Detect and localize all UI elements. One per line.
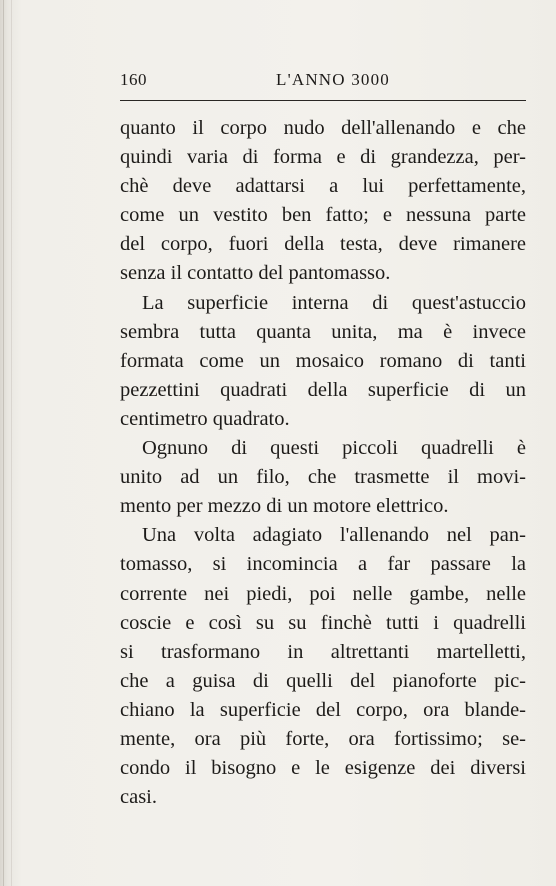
text-line: si trasformano in altrettanti martelletti, [120, 640, 526, 663]
text-line: condo il bisogno e le esigenze dei diversi [120, 757, 526, 780]
paragraph [120, 434, 526, 521]
text-line: quanto il corpo nudo dell'allenando e che [120, 117, 526, 139]
text-line: unito ad un filo, che trasmette il movi- [120, 466, 526, 489]
text-line: casi. [120, 786, 157, 809]
page-gutter-edge [3, 0, 4, 886]
text-line: mento per mezzo di un motore elettrico. [120, 495, 449, 518]
text-line: centimetro quadrato. [120, 407, 290, 430]
text-line: corrente nei piedi, poi nelle gambe, nelle [120, 582, 526, 605]
text-line: del corpo, fuori della testa, deve rimanere [120, 233, 526, 256]
header-rule [120, 100, 526, 101]
text-line: pezzettini quadrati della superficie di un [120, 378, 526, 401]
running-head: L'ANNO 3000 [276, 70, 391, 89]
page-gutter-edge [11, 0, 12, 886]
paragraph [120, 289, 526, 434]
text-line: mente, ora più forte, ora fortissimo; se- [120, 727, 526, 750]
text-line: La superficie interna di quest'astuccio [142, 291, 526, 314]
body-text [120, 114, 526, 812]
text-line: formata come un mosaico romano di tanti [120, 349, 526, 372]
text-line: coscie e così su su finchè tutti i quadrelli [120, 611, 526, 634]
text-line: chiano la superficie del corpo, ora blande- [120, 698, 526, 721]
text-line: Ognuno di questi piccoli quadrelli è [142, 437, 526, 460]
paragraph [120, 521, 526, 812]
text-line: tomasso, si incomincia a far passare la [120, 553, 526, 576]
text-line: quindi varia di forma e di grandezza, per- [120, 146, 526, 169]
text-line: che a guisa di quelli del pianoforte pic- [120, 669, 526, 692]
text-line: senza il contatto del pantomasso. [120, 262, 391, 285]
text-line: Una volta adagiato l'allenando nel pan- [142, 524, 526, 547]
page-number: 160 [120, 70, 147, 89]
text-line: sembra tutta quanta unita, ma è invece [120, 320, 526, 343]
text-line: chè deve adattarsi a lui perfettamente, [120, 175, 526, 198]
text-line: come un vestito ben fatto; e nessuna parte [120, 204, 526, 227]
paragraph [120, 114, 526, 289]
page-header [120, 70, 526, 92]
